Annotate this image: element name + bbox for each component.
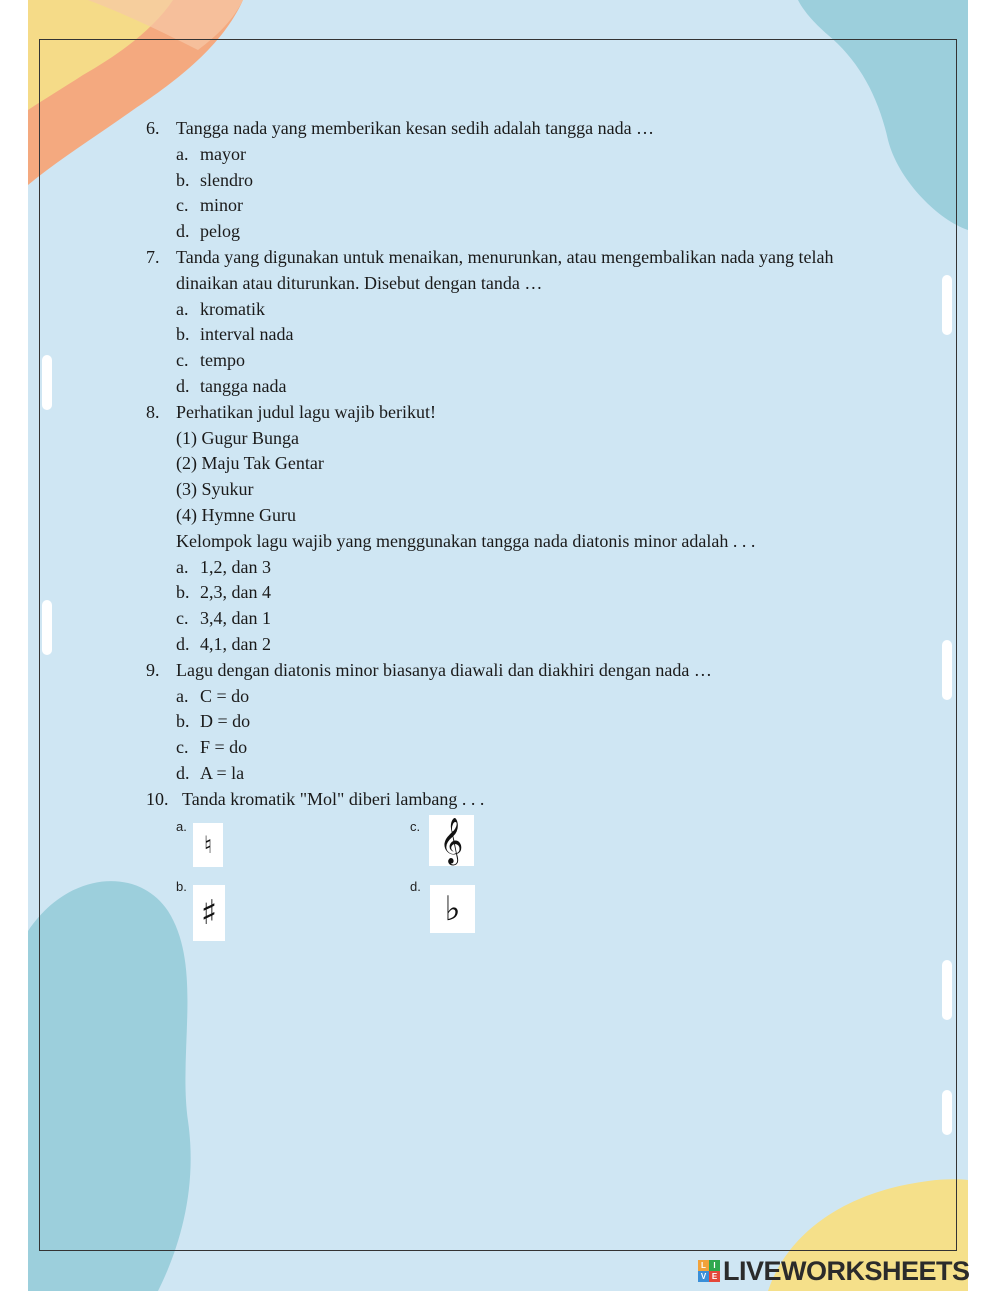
question-text: Lagu dengan diatonis minor biasanya diawali dan diakhiri dengan nada … <box>176 659 712 680</box>
sharp-sign-icon[interactable] <box>193 885 225 941</box>
option-letter: b. <box>176 711 190 732</box>
logo-mark-letter: I <box>709 1260 720 1271</box>
option-text: 2,3, dan 4 <box>200 582 271 603</box>
symbol-glyph: ♯ <box>200 893 218 933</box>
answer-option[interactable] <box>146 348 866 374</box>
liveworksheets-logo <box>698 1256 970 1286</box>
natural-sign-icon[interactable] <box>193 823 223 867</box>
question-text: Tanda kromatik "Mol" diberi lambang . . . <box>182 788 485 809</box>
option-letter: a. <box>176 298 189 319</box>
option-letter: b. <box>176 582 190 603</box>
option-letter: a. <box>176 685 189 706</box>
answer-option[interactable] <box>146 555 866 581</box>
logo-text: LIVEWORKSHEETS <box>723 1255 970 1286</box>
answer-option[interactable] <box>146 684 866 710</box>
question-text: Tanda yang digunakan untuk menaikan, menurunkan, atau mengembalikan nada yang telah dinaikan atau diturunkan. Disebut dengan tanda … <box>176 246 834 293</box>
option-text: tempo <box>200 350 245 371</box>
question-8 <box>146 400 866 426</box>
option-letter: b. <box>176 169 190 190</box>
option-letter: d. <box>176 221 190 242</box>
song-list-item: (1) Gugur Bunga <box>176 427 299 448</box>
question-prompt: Kelompok lagu wajib yang menggunakan tangga nada diatonis minor adalah . . . <box>176 530 756 551</box>
answer-option[interactable] <box>146 761 866 787</box>
question-number: 10. <box>146 788 169 809</box>
option-text: 3,4, dan 1 <box>200 608 271 629</box>
answer-option[interactable] <box>146 219 866 245</box>
logo-mark-letter: E <box>709 1271 720 1282</box>
treble-clef-icon[interactable] <box>429 815 474 866</box>
question-number: 6. <box>146 118 160 138</box>
option-text: 4,1, dan 2 <box>200 633 271 654</box>
option-letter: c. <box>176 737 189 758</box>
answer-option[interactable] <box>146 322 866 348</box>
option-letter: a. <box>176 143 189 164</box>
logo-mark-icon <box>698 1260 720 1282</box>
option-text: A = la <box>200 762 245 783</box>
option-letter: a. <box>176 556 189 577</box>
option-letter: b. <box>176 879 187 894</box>
song-list-item: (2) Maju Tak Gentar <box>176 453 324 474</box>
answer-option[interactable] <box>146 193 866 219</box>
question-text: Tangga nada yang memberikan kesan sedih adalah tangga nada … <box>176 118 655 138</box>
question-number: 9. <box>146 659 160 680</box>
option-text: pelog <box>200 221 240 242</box>
option-letter: d. <box>176 633 190 654</box>
flat-sign-icon[interactable] <box>430 885 475 933</box>
answer-option[interactable] <box>146 297 866 323</box>
symbol-glyph: ♭ <box>444 889 461 929</box>
answer-option[interactable] <box>146 374 866 400</box>
logo-mark-letter: V <box>698 1271 709 1282</box>
answer-option[interactable] <box>146 606 866 632</box>
option-text: C = do <box>200 685 250 706</box>
question-9 <box>146 658 866 684</box>
answer-option[interactable] <box>146 735 866 761</box>
option-text: slendro <box>200 169 253 190</box>
question-number: 8. <box>146 401 160 422</box>
option-letter: d. <box>410 879 421 894</box>
option-text: D = do <box>200 711 251 732</box>
option-letter: a. <box>176 819 187 834</box>
song-list-item: (4) Hymne Guru <box>176 504 296 525</box>
option-text: mayor <box>200 143 246 164</box>
option-letter: c. <box>176 608 189 629</box>
answer-option[interactable] <box>146 142 866 168</box>
option-letter: c. <box>410 819 421 834</box>
option-letter: d. <box>176 375 190 396</box>
option-letter: c. <box>176 195 189 216</box>
option-letter: c. <box>176 350 189 371</box>
question-list <box>146 116 866 813</box>
question-10 <box>146 787 866 813</box>
answer-option[interactable] <box>146 580 866 606</box>
option-letter: d. <box>176 762 190 783</box>
answer-option[interactable] <box>146 709 866 735</box>
question-7 <box>146 245 866 297</box>
logo-mark-letter: L <box>698 1260 709 1271</box>
option-text: kromatik <box>200 298 265 319</box>
question-text: Perhatikan judul lagu wajib berikut! <box>176 401 436 422</box>
answer-option[interactable] <box>146 632 866 658</box>
symbol-glyph: ♮ <box>203 831 213 859</box>
option-text: interval nada <box>200 324 294 345</box>
symbol-glyph: 𝄞 <box>439 817 464 864</box>
song-list-item: (3) Syukur <box>176 479 254 500</box>
question-6 <box>146 116 866 142</box>
option-letter: b. <box>176 324 190 345</box>
option-text: 1,2, dan 3 <box>200 556 271 577</box>
option-text: F = do <box>200 737 248 758</box>
option-text: minor <box>200 195 243 216</box>
question-number: 7. <box>146 246 160 267</box>
option-text: tangga nada <box>200 375 287 396</box>
answer-option[interactable] <box>146 168 866 194</box>
